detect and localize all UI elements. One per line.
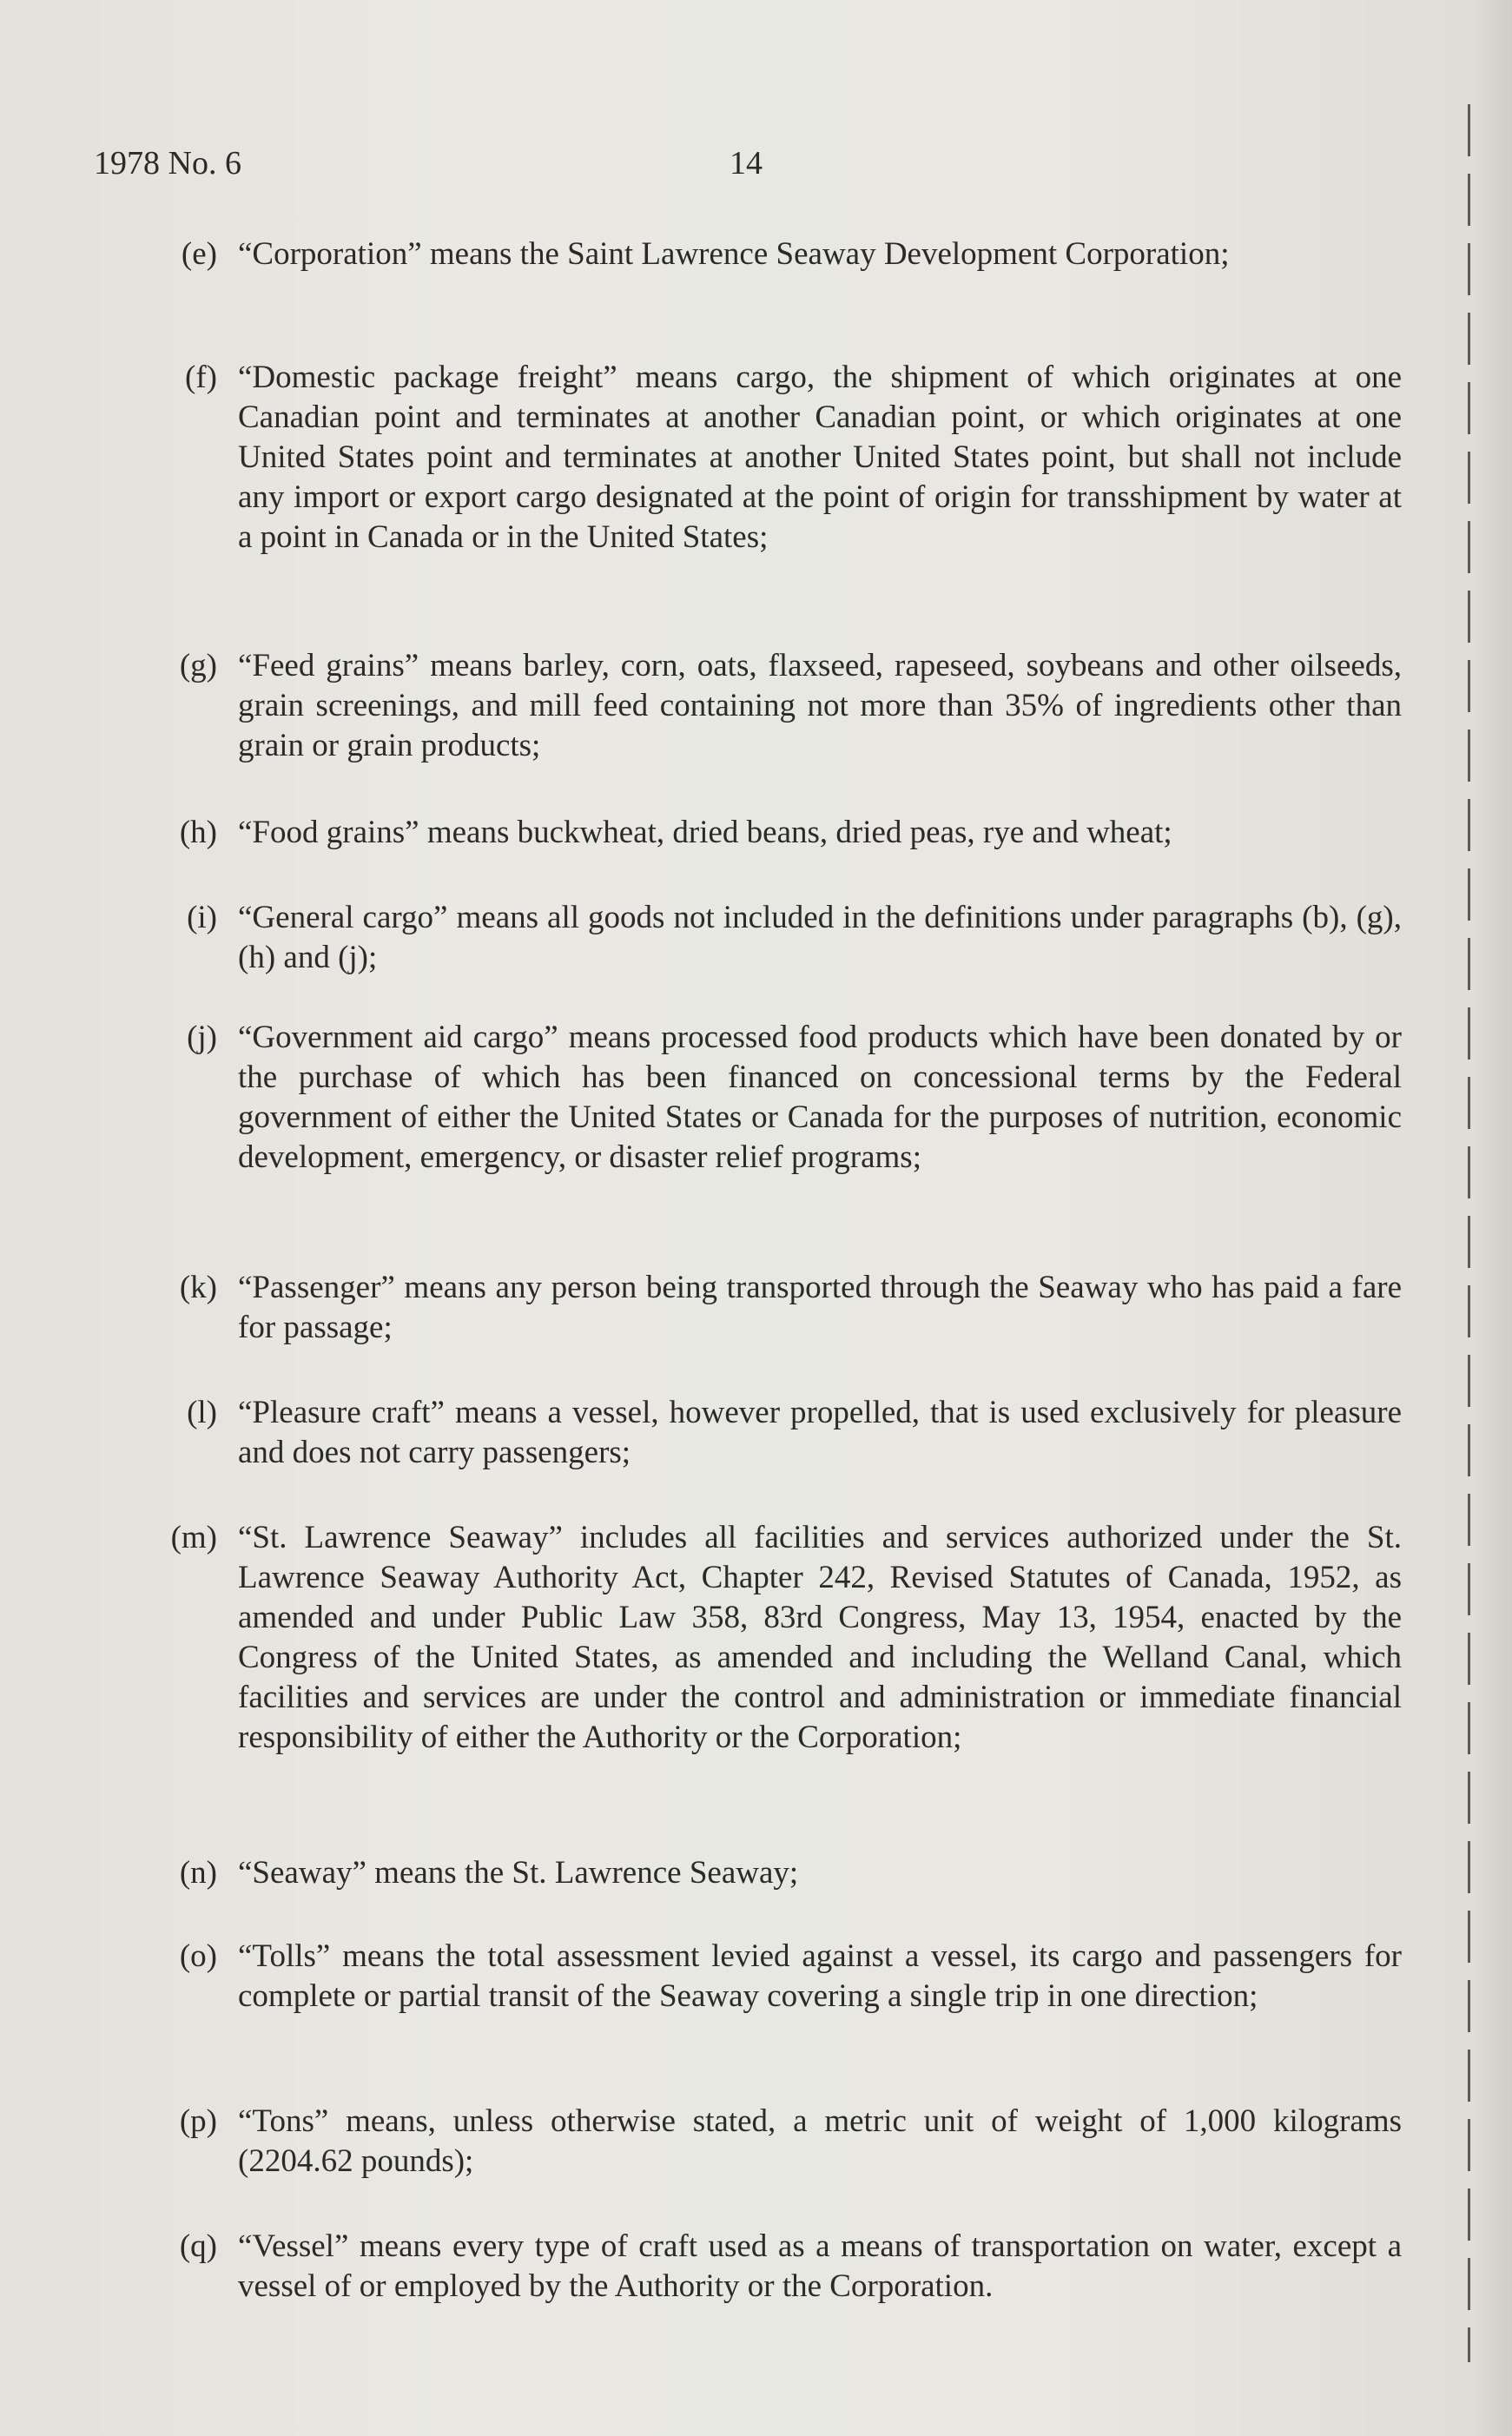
definition-text: “Passenger” means any person being transported through the Seaway who has paid a fare for passage; [238,1270,1402,1345]
definition-text: “Government aid cargo” means processed food products which have been donated by or the purchase of which has been financed on concessional terms by the Federal government of either the United States or Canada for the purposes of nutrition, economic development, emergency, or disaster relief programs; [238,1020,1402,1175]
definition-text: “Seaway” means the St. Lawrence Seaway; [238,1855,799,1891]
definition-label: (o) [179,1938,217,1974]
page-number: 14 [730,145,763,182]
definition-text: “General cargo” means all goods not included in the definitions under paragraphs (b), (g), (h) and (j); [238,900,1402,975]
definition-label: (q) [179,2228,217,2264]
definition-label: (e) [181,236,217,272]
definition-label: (f) [185,360,217,395]
definition-label: (h) [179,815,217,850]
definition-label: (j) [187,1020,217,1055]
definition-text: “Tolls” means the total assessment levied against a vessel, its cargo and passengers for complete or partial transit of the Seaway covering a single trip in one direction; [238,1938,1402,2014]
page-edge-line [1468,104,1470,2362]
page-edge-shadow [1476,0,1512,2436]
definition-text: “Tons” means, unless otherwise stated, a metric unit of weight of 1,000 kilograms (2204.62 pounds); [238,2103,1402,2179]
document-header: 1978 No. 6 [94,145,241,182]
definition-label: (n) [179,1855,217,1891]
definition-text: “Food grains” means buckwheat, dried beans, dried peas, rye and wheat; [238,815,1172,850]
definition-label: (l) [187,1395,217,1430]
definition-label: (m) [170,1520,217,1555]
definition-text: “Pleasure craft” means a vessel, however propelled, that is used exclusively for pleasure and does not carry passengers; [238,1395,1402,1470]
definition-text: “Corporation” means the Saint Lawrence Seaway Development Corporation; [238,236,1230,272]
definition-label: (k) [179,1270,217,1305]
definition-text: “Feed grains” means barley, corn, oats, flaxseed, rapeseed, soybeans and other oilseeds, grain screenings, and mill feed containing not more than 35% of ingredients other than grain or grain products; [238,648,1402,763]
definition-text: “St. Lawrence Seaway” includes all facilities and services authorized under the St. Lawrence Seaway Authority Act, Chapter 242, Revised Statutes of Canada, 1952, as amended and under Public Law 358, 83rd Congress, May 13, 1954, enacted by the Congress of the United States, as amended and including the Welland Canal, which facilities and services are under the control and administration or immediate financial responsibility of either the Authority or the Corporation; [238,1520,1402,1755]
definition-text: “Vessel” means every type of craft used as a means of transportation on water, except a vessel of or employed by the Authority or the Corporation. [238,2228,1402,2304]
definition-label: (g) [179,648,217,683]
definition-label: (p) [179,2103,217,2139]
definition-text: “Domestic package freight” means cargo, the shipment of which originates at one Canadian point and terminates at another Canadian point, or which originates at one United States point and terminates at another United States point, but shall not include any import or export cargo designated at the point of origin for transshipment by water at a point in Canada or in the United States; [238,360,1402,555]
definition-label: (i) [187,900,217,935]
